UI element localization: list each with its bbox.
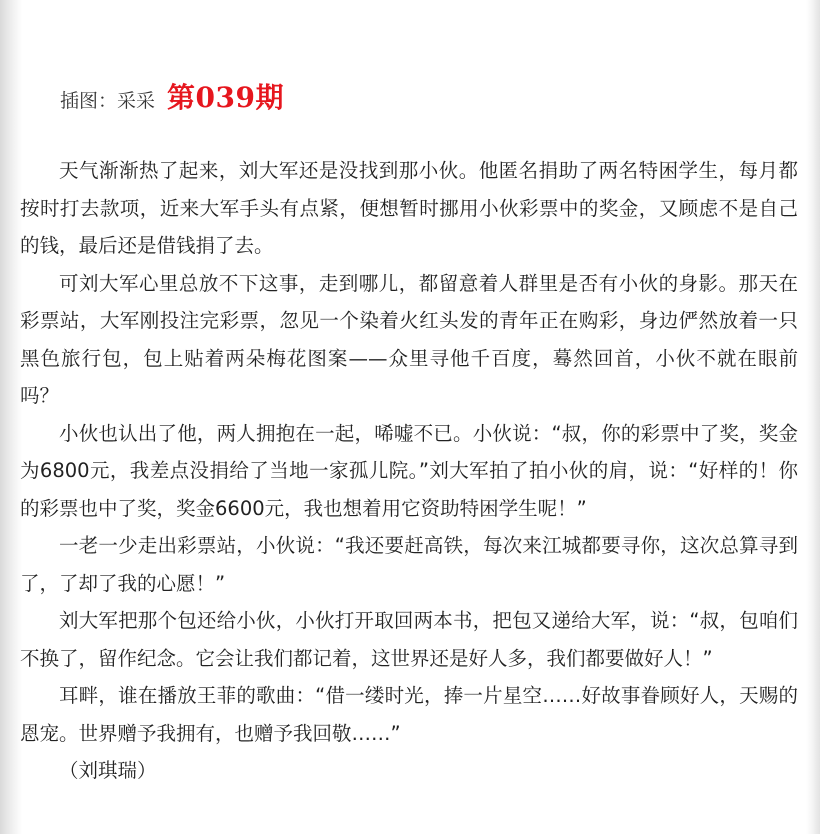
page-shadow-right: [806, 0, 820, 834]
illustration-credit: 插图：采采: [60, 90, 156, 112]
author-signature: （刘琪瑞）: [59, 759, 157, 782]
article-header: [60, 76, 284, 116]
issue-number: 第039期: [167, 81, 284, 114]
article-body: [20, 152, 798, 790]
page-shadow-left: [0, 0, 22, 834]
paragraph-3: 小伙也认出了他，两人拥抱在一起，唏嘘不已。小伙说：“叔，你的彩票中了奖，奖金为6800元，我差点没捐给了当地一家孤儿院。”刘大军拍了拍小伙的肩，说：“好样的！你的彩票也中了奖，奖金6600元，我也想着用它资助特困学生呢！”: [20, 421, 798, 520]
paragraph-5: 刘大军把那个包还给小伙，小伙打开取回两本书，把包又递给大军，说：“叔，包咱们不换了，留作纪念。它会让我们都记着，这世界还是好人多，我们都要做好人！”: [20, 609, 798, 670]
paragraph-2: 可刘大军心里总放不下这事，走到哪儿，都留意着人群里是否有小伙的身影。那天在彩票站，大军刚投注完彩票，忽见一个染着火红头发的青年正在购彩，身边俨然放着一只黑色旅行包，包上贴着两朵梅花图案——众里寻他千百度，蓦然回首，小伙不就在眼前吗？: [20, 271, 798, 407]
paragraph-1: 天气渐渐热了起来，刘大军还是没找到那小伙。他匿名捐助了两名特困学生，每月都按时打去款项，近来大军手头有点紧，便想暂时挪用小伙彩票中的奖金，又顾虑不是自己的钱，最后还是借钱捐了去。: [20, 159, 798, 257]
paragraph-4: 一老一少走出彩票站，小伙说：“我还要赶高铁，每次来江城都要寻你，这次总算寻到了，了却了我的心愿！”: [20, 534, 798, 595]
paragraph-6: 耳畔，谁在播放王菲的歌曲：“借一缕时光，捧一片星空……好故事眷顾好人，天赐的恩宠。世界赠予我拥有，也赠予我回敬……”: [20, 684, 798, 745]
